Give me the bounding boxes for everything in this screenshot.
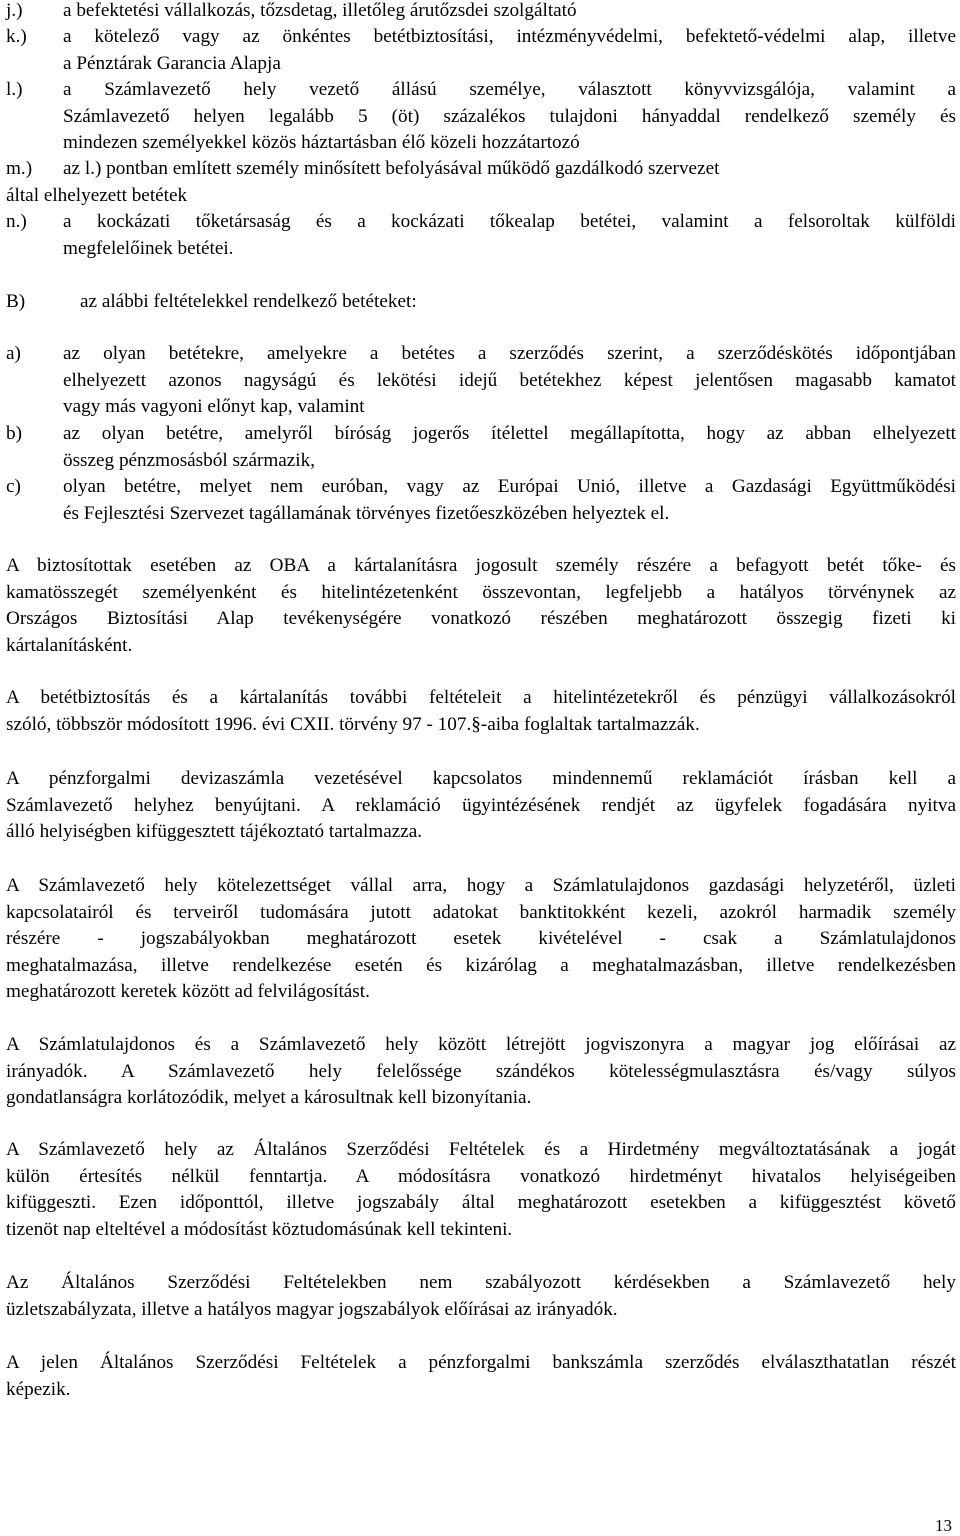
list-item-text: a Számlavezető hely vezető állású személye, választott könyvvizsgálója, valamint a [63,79,956,100]
paragraph-line: A Számlavezető hely az Általános Szerződési Feltételek és a Hirdetmény megváltoztatásának a jogát [6,1139,956,1160]
paragraph-line: kifüggeszti. Ezen időponttól, illetve jogszabály által meghatározott esetekben a kifüggesztést követő [6,1192,956,1213]
list-item-label: a) [6,343,21,364]
paragraph-line: részére - jogszabályokban meghatározott esetek kivételével - csak a Számlatulajdonos [6,928,956,949]
paragraph-line: Országos Biztosítási Alap tevékenységére vonatkozó részében meghatározott összegig fizeti ki [6,608,956,629]
list-item-text: és Fejlesztési Szervezet tagállamának törvényes fizetőeszközében helyeztek el. [63,502,670,524]
list-item-text: az olyan betétre, amelyről bíróság jogerős ítélettel megállapította, hogy az abban elhelyezett [63,423,956,444]
list-item-label: m.) [6,158,33,179]
paragraph-line: meghatározott keretek között ad felvilágosítást. [6,981,370,1002]
paragraph-complaints [6,766,956,846]
paragraph-line: A Számlavezető hely kötelezettséget vállal arra, hogy a Számlatulajdonos gazdasági helyzetéről, üzleti [6,875,956,896]
list-item-text: elhelyezett azonos nagyságú és lekötési idejű betétekhez képest jelentősen magasabb kamatot [63,369,956,391]
paragraph-line: szóló, többször módosított 1996. évi CXII. törvény 97 - 107.§-aiba foglaltak tartalmazzák. [6,713,700,735]
paragraph-line: Az Általános Szerződési Feltételekben nem szabályozott kérdésekben a Számlavezető hely [6,1272,956,1293]
list-item-label: j.) [6,0,23,21]
paragraph-line: kamatösszegét személyenként és hitelintézetenként összevontan, legfeljebb a hatályos törvénynek az [6,581,956,603]
list-item-text: a Pénztárak Garancia Alapja [63,52,281,74]
paragraph-line: A jelen Általános Szerződési Feltételek a pénzforgalmi bankszámla szerződés elválaszthatatlan részét [6,1352,956,1373]
page-number: 13 [935,1516,952,1535]
list-item-label: c) [6,476,21,497]
list-item-label: l.) [6,79,23,100]
list-item-text: összeg pénzmosásból származik, [63,449,316,471]
list-item-text: a kötelező vagy az önkéntes betétbiztosítási, intézményvédelmi, befektető-védelmi alap, illetve [63,26,956,47]
paragraph-line: A Számlatulajdonos és a Számlavezető hely között létrejött jogviszonyra a magyar jog előírásai az [6,1034,956,1055]
list-item-continuation: által elhelyezett betétek [6,184,188,206]
paragraph-line: üzletszabályzata, illetve a hatályos magyar jogszabályok előírásai az irányadók. [6,1298,618,1320]
paragraph-line: kártalanításként. [6,634,133,656]
paragraph-line: A pénzforgalmi devizaszámla vezetésével kapcsolatos mindennemű reklamációt írásban kell a [6,768,956,789]
list-item-label: b) [6,423,22,444]
paragraph-unregulated-matters [6,1270,956,1323]
list-item-text: a befektetési vállalkozás, tőzsdetag, illetőleg árutőzsdei szolgáltató [63,0,577,21]
paragraph-governing-law [6,1032,956,1112]
section-heading-text: az alábbi feltételekkel rendelkező betéteket: [80,291,417,312]
list-item-label: n.) [6,211,27,232]
paragraph-line: irányadók. A Számlavezető hely felelőssége szándékos kötelességmulasztásra és/vagy súlyos [6,1060,956,1082]
paragraph-bank-secrecy [6,873,956,1006]
list-item-text: mindezen személyekkel közös háztartásban élő közeli hozzátartozó [63,132,580,153]
paragraph-line: gondatlanságra korlátozódik, melyet a károsultnak kell bizonyítania. [6,1087,532,1108]
paragraph-line: A betétbiztosítás és a kártalanítás további feltételeit a hitelintézetekről és pénzügyi vállalkozásokról [6,687,956,708]
paragraph-deposit-insurance [6,685,956,738]
paragraph-amendments [6,1137,956,1243]
paragraph-line: álló helyiségben kifüggesztett tájékoztató tartalmazza. [6,821,423,842]
paragraph-line: tizenöt nap elteltével a módosítást köztudomásúnak kell tekinteni. [6,1218,513,1240]
paragraph-inseparable-part [6,1350,956,1403]
paragraph-line: A biztosítottak esetében az OBA a kártalanításra jogosult személy részére a befagyott betét tőke- és [6,555,956,576]
paragraph-line: képezik. [6,1378,71,1400]
paragraph-compensation [6,553,956,659]
section-label: B) [6,291,26,312]
list-item-text: vagy más vagyoni előnyt kap, valamint [63,396,365,417]
list-item-text: olyan betétre, melyet nem euróban, vagy az Európai Unió, illetve a Gazdasági Együttműködési [63,476,956,497]
paragraph-line: kapcsolatairól és terveiről tudomására jutott adatokat banktitokként kezeli, azokról harmadik személy [6,901,956,923]
paragraph-line: meghatalmazása, illetve rendelkezése esetén és kizárólag a meghatalmazásban, illetve rendelkezésben [6,954,956,976]
list-item-text: a kockázati tőketársaság és a kockázati tőkealap betétei, valamint a felsoroltak külföldi [63,211,956,232]
paragraph-line: Számlavezető helyhez benyújtani. A reklamáció ügyintézésének rendjét az ügyfelek fogadására nyitva [6,794,956,816]
list-item-text: megfelelőinek betétei. [63,237,234,259]
list-item-label: k.) [6,26,27,47]
list-item-text: az l.) pontban említett személy minősített befolyásával működő gazdálkodó szervezet [63,158,720,179]
list-item-text: Számlavezető helyen legalább 5 (öt) százalékos tulajdoni hányaddal rendelkező személy és [63,105,956,127]
list-item-text: az olyan betétekre, amelyekre a betétes a szerződés szerint, a szerződéskötés időpontjában [63,343,956,364]
paragraph-line: külön értesítés nélkül fenntartja. A módosításra vonatkozó hirdetményt hivatalos helyiségeiben [6,1165,956,1187]
